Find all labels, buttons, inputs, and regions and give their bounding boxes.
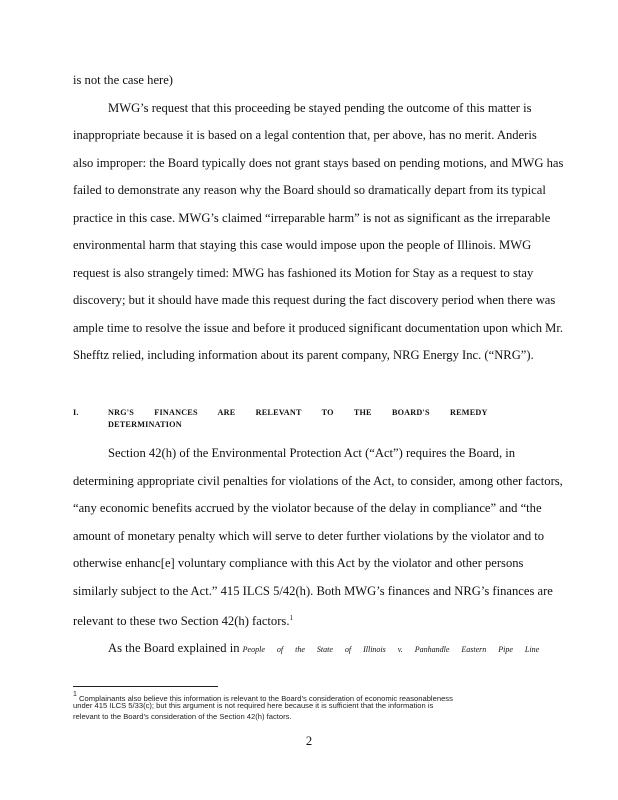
section-line-4: amount of monetary penalty which will serve to deter further violations by the violator and to — [73, 529, 545, 543]
section-title: NRG'S FINANCES ARE RELEVANT TO THE BOARD'S REMEDY DETERMINATION — [108, 408, 488, 429]
body-line-11: Shefftz relied, including information about its parent company, NRG Energy Inc. (“NRG”). — [73, 348, 534, 362]
section-line-7 — [73, 610, 293, 629]
body-line-9: discovery; but it should have made this request during the fact discovery period when there was — [73, 293, 556, 307]
body-line-10: ample time to resolve the issue and before it produced significant documentation upon which Mr. — [73, 321, 563, 335]
body-line-5: failed to demonstrate any reason why the Board should so dramatically depart from its typical — [73, 183, 546, 197]
section-line-6: similarly subject to the Act.” 415 ILCS 5/42(h). Both MWG’s finances and NRG’s finances are — [73, 584, 553, 598]
body-line-2: MWG’s request that this proceeding be stayed pending the outcome of this matter is — [108, 101, 532, 115]
body-line-8: request is also strangely timed: MWG has fashioned its Motion for Stay as a request to stay — [73, 266, 534, 280]
footnote-reference[interactable]: 1 — [289, 614, 293, 622]
footnote-line-2: under 415 ILCS 5/33(c); but this argument is not required here because it is sufficient that the information is — [73, 701, 434, 710]
section-line-3: “any economic benefits accrued by the violator because of the delay in compliance” and “the — [73, 501, 542, 515]
section-line-8 — [108, 640, 539, 658]
section-line-7-text: relevant to these two Section 42(h) factors. — [73, 614, 290, 628]
body-line-4: also improper: the Board typically does not grant stays based on pending motions, and MWG has — [73, 156, 564, 170]
footnote-separator — [73, 686, 218, 687]
footnote-text-1: Complainants also believe this information is relevant to the Board’s consideration of economic reasonableness — [79, 694, 453, 703]
body-line-1: is not the case here) — [73, 73, 174, 87]
body-line-3: inappropriate because it is based on a legal contention that, per above, has no merit. Anderis — [73, 128, 537, 142]
section-line-1: Section 42(h) of the Environmental Protection Act (“Act”) requires the Board, in — [108, 446, 516, 460]
body-line-6: practice in this case. MWG’s claimed “irreparable harm” is not as significant as the irreparable — [73, 211, 551, 225]
footnote-line-3: relevant to the Board’s consideration of the Section 42(h) factors. — [73, 712, 292, 721]
body-line-7: environmental harm that staying this case would impose upon the people of Illinois. MWG — [73, 238, 532, 252]
section-line-5: otherwise enhanc[e] voluntary compliance with this Act by the violator and other persons — [73, 556, 524, 570]
section-line-8-text: As the Board explained in — [108, 641, 240, 655]
footnote-marker: 1 — [73, 691, 77, 698]
section-line-2: determining appropriate civil penalties for violations of the Act, to consider, among other factors, — [73, 474, 563, 488]
case-citation: People of the State of Illinois v. Panhandle Eastern Pipe Line — [242, 645, 540, 654]
section-number: I. — [73, 408, 79, 417]
page-number: 2 — [305, 734, 313, 748]
